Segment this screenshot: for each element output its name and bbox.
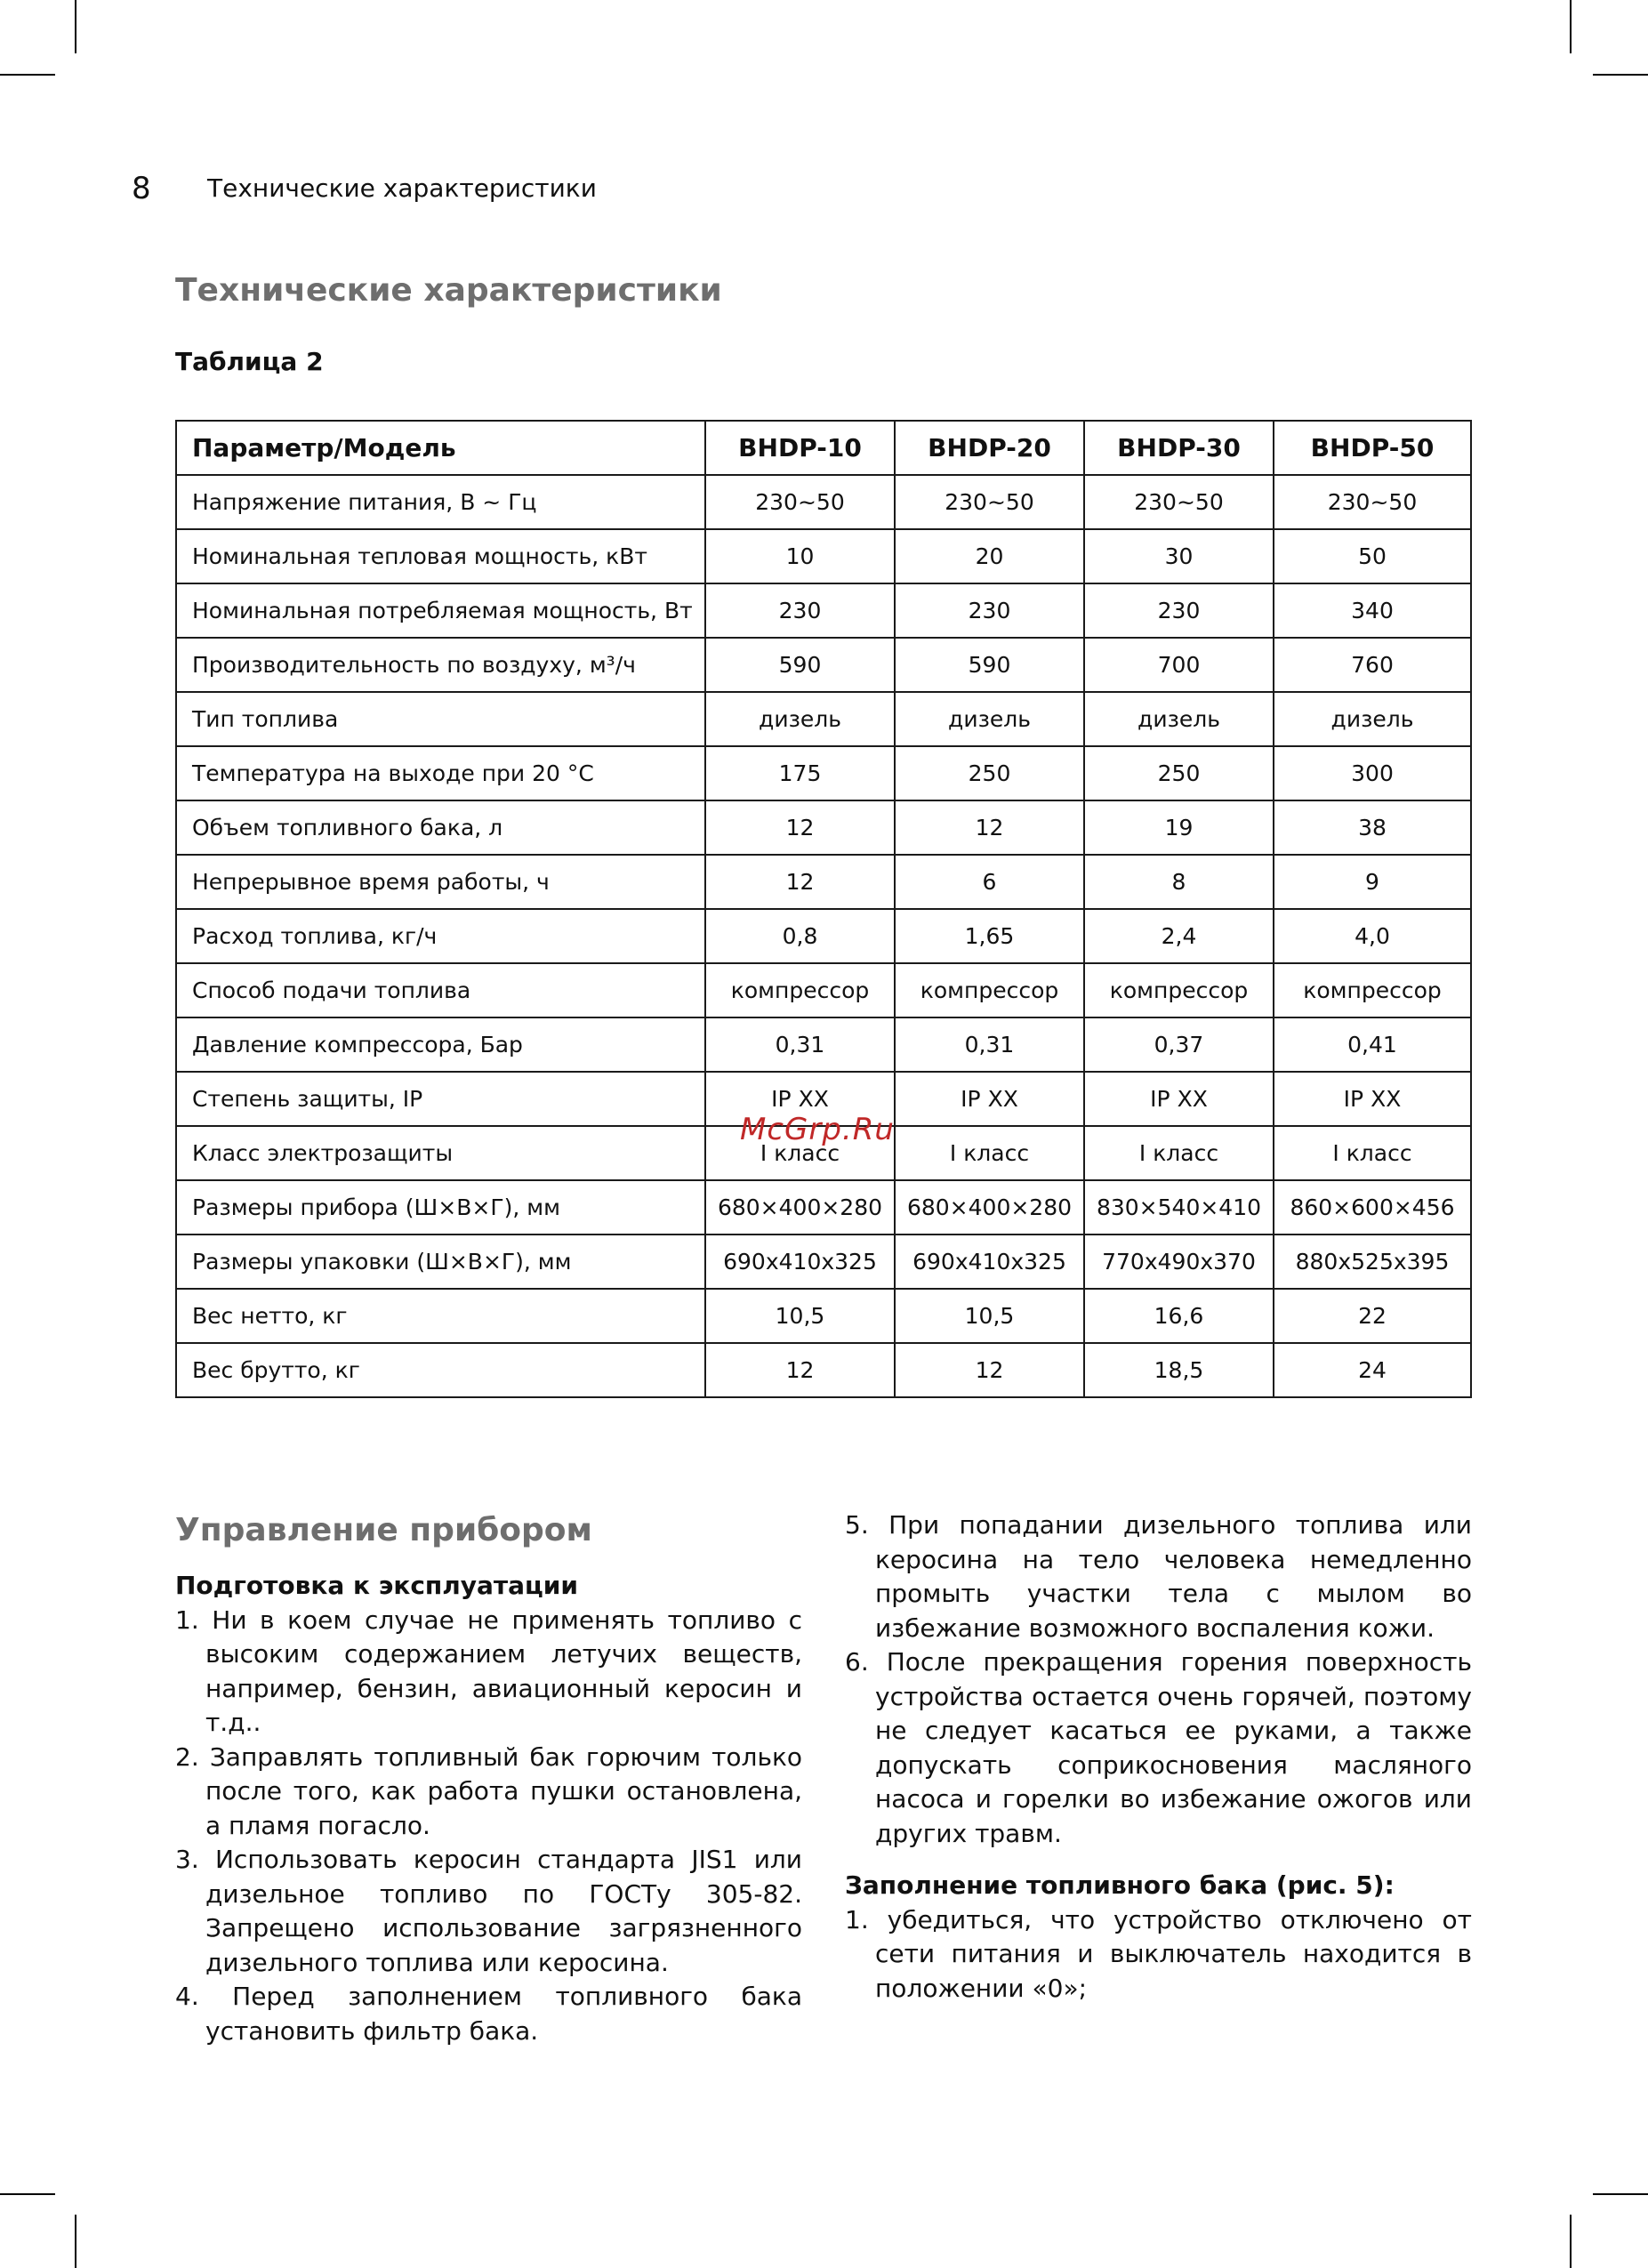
table-row: [176, 692, 1471, 746]
list-item: 3. Использовать керосин стандарта JIS1 или дизельное топливо по ГОСТу 305-82. Запрещено использование загрязненного дизельного топлива или керосина.: [175, 1845, 802, 1977]
value-cell: 10,5: [705, 1289, 895, 1343]
value-cell: 760: [1274, 638, 1471, 692]
page-number: 8: [132, 171, 151, 206]
value-cell: 680×400×280: [895, 1180, 1084, 1235]
column-header: BHDP-20: [895, 421, 1084, 475]
parameter-cell: Вес нетто, кг: [176, 1289, 705, 1343]
table-row: [176, 855, 1471, 909]
table-row: [176, 1180, 1471, 1235]
value-cell: 250: [1084, 746, 1274, 800]
value-cell: 30: [1084, 529, 1274, 583]
value-cell: 0,31: [895, 1017, 1084, 1072]
right-column: [845, 1508, 1472, 2006]
crop-mark: [1593, 74, 1648, 76]
column-header: BHDP-50: [1274, 421, 1471, 475]
value-cell: компрессор: [705, 963, 895, 1017]
crop-mark: [1570, 0, 1572, 53]
value-cell: 12: [895, 800, 1084, 855]
value-cell: IP XX: [705, 1072, 895, 1126]
value-cell: 8: [1084, 855, 1274, 909]
value-cell: дизель: [1084, 692, 1274, 746]
table-row: [176, 1343, 1471, 1397]
column-header: Параметр/Модель: [176, 421, 705, 475]
list-item: 1. Ни в коем случае не применять топливо с высоким содержанием летучих веществ, например, бензин, авиационный керосин и т.д..: [175, 1604, 802, 1737]
value-cell: 230: [1084, 583, 1274, 638]
list-item: 4. Перед заполнением топливного бака установить фильтр бака.: [175, 1982, 802, 2046]
table-row: [176, 963, 1471, 1017]
list-item: 5. При попадании дизельного топлива или керосина на тело человека немедленно промыть участки тела с мылом во избежание возможного воспаления кожи.: [845, 1510, 1472, 1643]
table-row: [176, 638, 1471, 692]
parameter-cell: Объем топливного бака, л: [176, 800, 705, 855]
subsection-title: Заполнение топливного бака (рис. 5):: [845, 1870, 1395, 1900]
parameter-cell: Вес брутто, кг: [176, 1343, 705, 1397]
value-cell: 10: [705, 529, 895, 583]
subsection-title: Подготовка к эксплуатации: [175, 1571, 579, 1600]
value-cell: 230~50: [895, 475, 1084, 529]
value-cell: компрессор: [1084, 963, 1274, 1017]
parameter-cell: Температура на выходе при 20 °С: [176, 746, 705, 800]
value-cell: 770x490x370: [1084, 1235, 1274, 1289]
value-cell: 880x525x395: [1274, 1235, 1471, 1289]
value-cell: 18,5: [1084, 1343, 1274, 1397]
table-row: [176, 583, 1471, 638]
parameter-cell: Непрерывное время работы, ч: [176, 855, 705, 909]
list-item: 6. После прекращения горения поверхность устройства остается очень горячей, поэтому не следует касаться ее руками, а также допускать соприкосновения масляного насоса и горелки во избежание ожогов или других травм.: [845, 1647, 1472, 1848]
value-cell: 20: [895, 529, 1084, 583]
value-cell: 860×600×456: [1274, 1180, 1471, 1235]
running-title: Технические характеристики: [207, 173, 597, 203]
list-item: 2. Заправлять топливный бак горючим только после того, как работа пушки остановлена, а пламя погасло.: [175, 1741, 802, 1840]
value-cell: 19: [1084, 800, 1274, 855]
value-cell: 690x410x325: [895, 1235, 1084, 1289]
value-cell: IP XX: [895, 1072, 1084, 1126]
left-column: [175, 1569, 802, 2048]
value-cell: 230~50: [1084, 475, 1274, 529]
table-row: [176, 529, 1471, 583]
value-cell: 12: [705, 800, 895, 855]
value-cell: 0,31: [705, 1017, 895, 1072]
parameter-cell: Способ подачи топлива: [176, 963, 705, 1017]
parameter-cell: Производительность по воздуху, м³/ч: [176, 638, 705, 692]
value-cell: 6: [895, 855, 1084, 909]
crop-mark: [0, 74, 55, 76]
value-cell: 1,65: [895, 909, 1084, 963]
column-header: BHDP-30: [1084, 421, 1274, 475]
table-row: [176, 1289, 1471, 1343]
value-cell: 2,4: [1084, 909, 1274, 963]
value-cell: 38: [1274, 800, 1471, 855]
value-cell: 680×400×280: [705, 1180, 895, 1235]
value-cell: 4,0: [1274, 909, 1471, 963]
value-cell: дизель: [1274, 692, 1471, 746]
table-row: [176, 475, 1471, 529]
table-row: [176, 746, 1471, 800]
list-item: 1. убедиться, что устройство отключено от сети питания и выключатель находится в положении «0»;: [845, 1904, 1472, 2003]
value-cell: компрессор: [895, 963, 1084, 1017]
parameter-cell: Номинальная тепловая мощность, кВт: [176, 529, 705, 583]
section-title: Технические характеристики: [175, 272, 722, 309]
spec-table: [175, 420, 1472, 1398]
value-cell: дизель: [705, 692, 895, 746]
crop-mark: [0, 2193, 55, 2195]
value-cell: 230~50: [705, 475, 895, 529]
parameter-cell: Давление компрессора, Бар: [176, 1017, 705, 1072]
value-cell: 700: [1084, 638, 1274, 692]
value-cell: 690x410x325: [705, 1235, 895, 1289]
table-caption: Таблица 2: [175, 347, 324, 376]
value-cell: компрессор: [1274, 963, 1471, 1017]
parameter-cell: Степень защиты, IP: [176, 1072, 705, 1126]
crop-mark: [75, 2215, 76, 2268]
value-cell: 24: [1274, 1343, 1471, 1397]
value-cell: 340: [1274, 583, 1471, 638]
table-header-row: [176, 421, 1471, 475]
value-cell: дизель: [895, 692, 1084, 746]
value-cell: IP XX: [1084, 1072, 1274, 1126]
value-cell: 50: [1274, 529, 1471, 583]
table-row: [176, 909, 1471, 963]
value-cell: 10,5: [895, 1289, 1084, 1343]
value-cell: 300: [1274, 746, 1471, 800]
value-cell: 0,37: [1084, 1017, 1274, 1072]
parameter-cell: Напряжение питания, В ~ Гц: [176, 475, 705, 529]
value-cell: 830×540×410: [1084, 1180, 1274, 1235]
value-cell: 590: [705, 638, 895, 692]
value-cell: 250: [895, 746, 1084, 800]
column-header: BHDP-10: [705, 421, 895, 475]
parameter-cell: Расход топлива, кг/ч: [176, 909, 705, 963]
value-cell: 22: [1274, 1289, 1471, 1343]
watermark: McGrp.Ru: [740, 1112, 895, 1147]
value-cell: 230: [705, 583, 895, 638]
crop-mark: [1570, 2215, 1572, 2268]
value-cell: 9: [1274, 855, 1471, 909]
value-cell: 0,8: [705, 909, 895, 963]
value-cell: I класс: [1274, 1126, 1471, 1180]
crop-mark: [75, 0, 76, 53]
value-cell: 0,41: [1274, 1017, 1471, 1072]
crop-mark: [1593, 2193, 1648, 2195]
value-cell: 12: [705, 855, 895, 909]
table-row: [176, 800, 1471, 855]
parameter-cell: Размеры прибора (Ш×В×Г), мм: [176, 1180, 705, 1235]
value-cell: IP XX: [1274, 1072, 1471, 1126]
value-cell: I класс: [705, 1126, 895, 1180]
table-row: [176, 1235, 1471, 1289]
parameter-cell: Номинальная потребляемая мощность, Вт: [176, 583, 705, 638]
value-cell: I класс: [895, 1126, 1084, 1180]
parameter-cell: Тип топлива: [176, 692, 705, 746]
value-cell: 590: [895, 638, 1084, 692]
value-cell: 230~50: [1274, 475, 1471, 529]
value-cell: 16,6: [1084, 1289, 1274, 1343]
value-cell: 12: [895, 1343, 1084, 1397]
value-cell: I класс: [1084, 1126, 1274, 1180]
table-row: [176, 1017, 1471, 1072]
value-cell: 12: [705, 1343, 895, 1397]
section-title: Управление прибором: [175, 1512, 592, 1548]
value-cell: 230: [895, 583, 1084, 638]
parameter-cell: Размеры упаковки (Ш×В×Г), мм: [176, 1235, 705, 1289]
value-cell: 175: [705, 746, 895, 800]
parameter-cell: Класс электрозащиты: [176, 1126, 705, 1180]
